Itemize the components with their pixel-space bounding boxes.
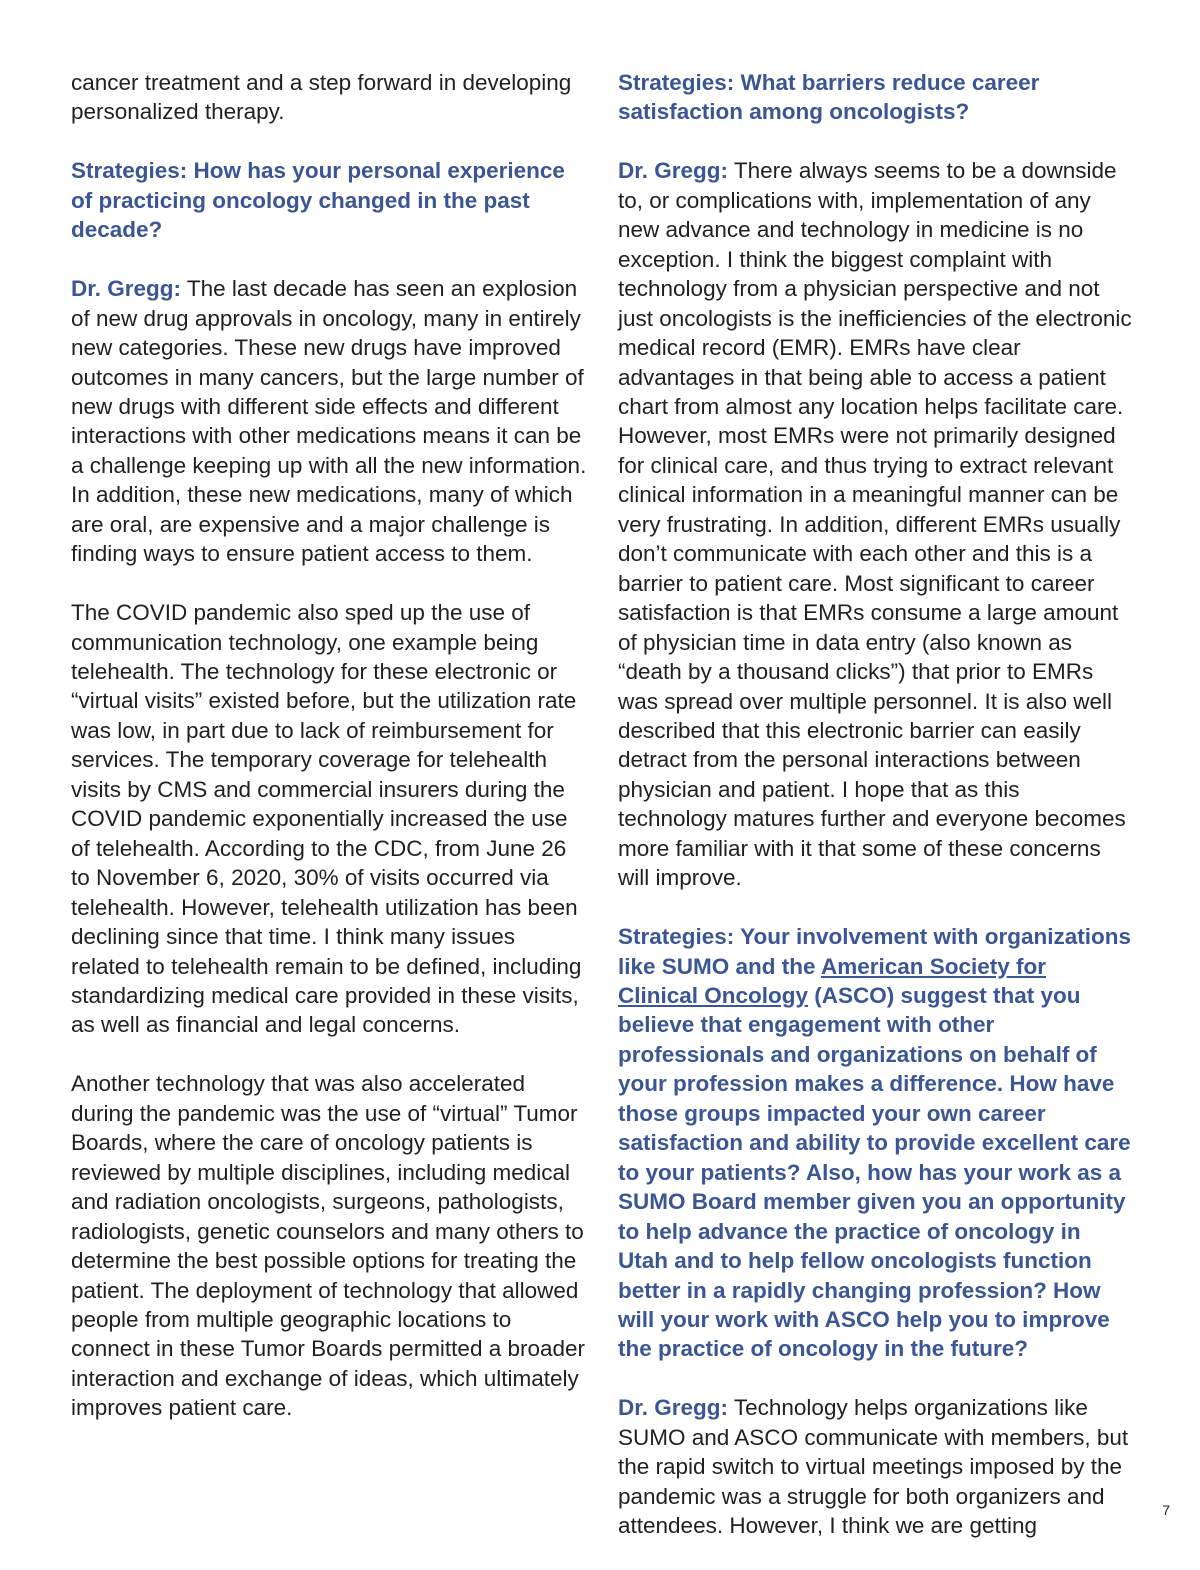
question-heading-organizations xyxy=(618,922,1132,1364)
speaker-label: Dr. Gregg: xyxy=(618,158,729,184)
answer-text: The last decade has seen an explosion of new drug approvals in oncology, many in entirely new categories. These new drugs have improved outcomes in many cancers, but the large number of new drugs with different side effects and different interactions with other medications means it can be a challenge keeping up with all the new information. In addition, these new medications, many of which are oral, are expensive and a major challenge is finding ways to ensure patient access to them. xyxy=(71,276,587,567)
answer-paragraph-experience xyxy=(71,274,589,569)
question-heading-barriers: Strategies: What barriers reduce career satisfaction among oncologists? xyxy=(618,70,1040,125)
speaker-label: Dr. Gregg: xyxy=(71,276,182,302)
right-column xyxy=(618,68,1132,1570)
paragraph-covid-telehealth: The COVID pandemic also sped up the use of communication technology, one example being telehealth. The technology for these electronic or “virtual visits” existed before, but the utilization rate was low, in part due to lack of reimbursement for services. The temporary coverage for telehealth visits by CMS and commercial insurers during the COVID pandemic exponentially increased the use of telehealth. According to the CDC, from June 26 to November 6, 2020, 30% of visits occurred via telehealth. However, telehealth utilization has been declining since that time. I think many issues related to telehealth remain to be defined, including standardizing medical care provided in these visits, as well as financial and legal concerns. xyxy=(71,600,582,1038)
question-text: Strategies: Your involvement with organizations like SUMO and the xyxy=(618,924,1132,979)
answer-text: Technology helps organizations like SUMO and ASCO communicate with members, but the rapid switch to virtual meetings imposed by the pandemic was a struggle for both organizers and attendees. However, I think we are getting xyxy=(618,1395,1129,1539)
asco-link[interactable]: American Society for Clinical Oncology xyxy=(618,953,1047,1009)
answer-paragraph-organizations xyxy=(618,1393,1132,1540)
question-heading-experience: Strategies: How has your personal experience of practicing oncology changed in the past decade? xyxy=(71,158,565,243)
speaker-label: Dr. Gregg: xyxy=(618,1395,729,1421)
answer-text: There always seems to be a downside to, or complications with, implementation of any new advance and technology in medicine is no exception. I think the biggest complaint with technology from a physician perspective and not just oncologists is the inefficiencies of the electronic medical record (EMR). EMRs have clear advantages in that being able to access a patient chart from almost any location helps facilitate care. However, most EMRs were not primarily designed for clinical care, and thus trying to extract relevant clinical information in a meaningful manner can be very frustrating. In addition, different EMRs usually don’t communicate with each other and this is a barrier to patient care. Most significant to career satisfaction is that EMRs consume a large amount of physician time in data entry (also known as “death by a thousand clicks”) that prior to EMRs was spread over multiple personnel. It is also well described that this electronic barrier can easily detract from the personal interactions between physician and patient. I hope that as this technology matures further and everyone becomes more familiar with it that some of these concerns will improve. xyxy=(618,158,1132,891)
left-column xyxy=(71,68,589,1452)
paragraph-continuation: cancer treatment and a step forward in developing personalized therapy. xyxy=(71,70,572,125)
page-number: 7 xyxy=(1162,1502,1170,1518)
answer-paragraph-barriers xyxy=(618,156,1132,892)
paragraph-tumor-boards: Another technology that was also accelerated during the pandemic was the use of “virtual” Tumor Boards, where the care of oncology patients is reviewed by multiple disciplines, including medical and radiation oncologists, surgeons, pathologists, radiologists, genetic counselors and many others to determine the best possible options for treating the patient. The deployment of technology that allowed people from multiple geographic locations to connect in these Tumor Boards permitted a broader interaction and exchange of ideas, which ultimately improves patient care. xyxy=(71,1071,586,1421)
question-text: (ASCO) suggest that you believe that engagement with other professionals and organizations on behalf of your profession makes a difference. How have those groups impacted your own career satisfaction and ability to provide excellent care to your patients? Also, how has your work as a SUMO Board member given you an opportunity to help advance the practice of oncology in Utah and to help fellow oncologists function better in a rapidly changing profession? How will your work with ASCO help you to improve the practice of oncology in the future? xyxy=(618,983,1131,1362)
